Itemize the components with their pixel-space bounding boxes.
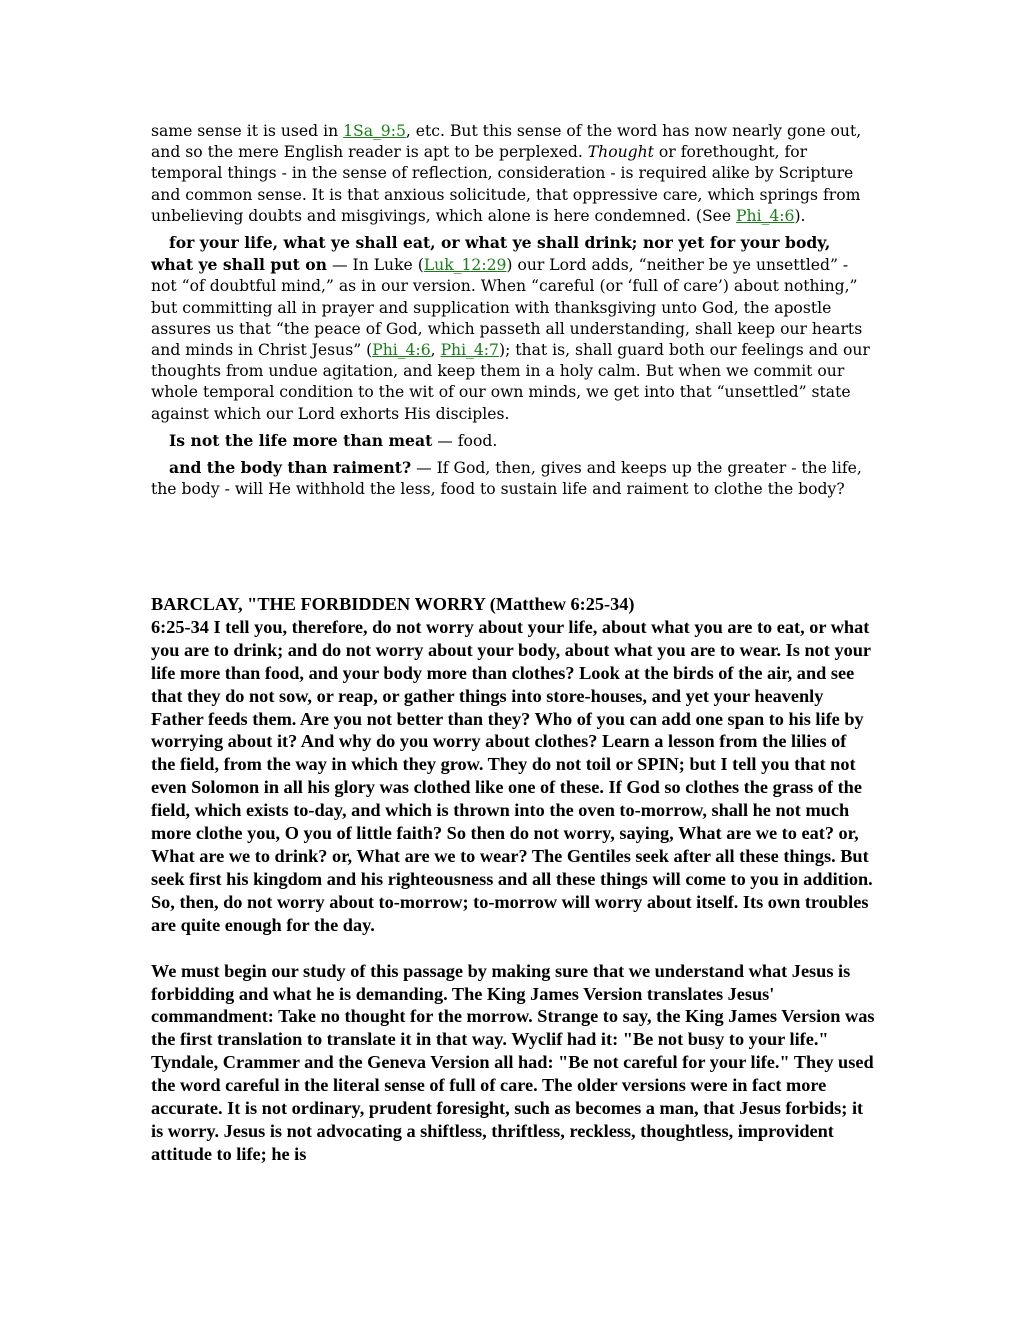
scripture-link-phi-4-6[interactable]: Phi_4:6 (372, 341, 431, 360)
barclay-heading: BARCLAY, "THE FORBIDDEN WORRY (Matthew 6:25-34) (151, 594, 635, 614)
text-run: same sense it is used in (151, 122, 344, 140)
commentary-paragraph-2 (151, 232, 875, 425)
scripture-link-phi-4-6[interactable]: Phi_4:6 (736, 206, 795, 225)
text-run: , etc. But this sense of the word has now nearly gone out, and so the mere English reader is apt to be perplexed. (151, 122, 862, 162)
verse-phrase: and the body than raiment? (169, 458, 412, 478)
verse-phrase: Is not the life more than meat (169, 430, 433, 450)
verse-phrase: for your life, what ye shall eat, or what ye shall drink; nor yet for your body, what ye shall put on (151, 233, 831, 275)
barclay-study-paragraph: We must begin our study of this passage by making sure that we understand what Jesus is forbidding and what he is demanding. The King James Version translates Jesus' commandment: Take no thought for the morrow. Strange to say, the King James Version was the first translation to translate it in that way. Wyclif had it: "Be not busy to your life." Tyndale, Crammer and the Geneva Version all had: "Be not careful for your life." They used the word careful in the literal sense of full of care. The older versions were in fact more accurate. It is not ordinary, prudent foresight, such as becomes a man, that Jesus forbids; it is worry. Jesus is not advocating a shiftless, thriftless, reckless, thoughtless, improvident attitude to life; he is (151, 960, 875, 1164)
text-run: — If God, then, gives and keeps up the greater - the life, the body - will He withhold the less, food to sustain life and raiment to clothe the body? (151, 459, 862, 499)
text-run: , (430, 341, 441, 360)
paragraph-gap (151, 937, 875, 960)
text-run: — In Luke ( (327, 256, 424, 275)
scripture-link-phi-4-7[interactable]: Phi_4:7 (440, 341, 499, 360)
commentary-section (151, 121, 875, 505)
text-run: ); that is, shall guard both our feelings and our thoughts from undue agitation, and keep them in a holy calm. But when we commit our whole temporal condition to the wit of our own minds, we get into that “unsettled” state against which our Lord exhorts His disciples. (151, 341, 870, 423)
commentary-paragraph-3 (151, 430, 875, 452)
text-run: ). (794, 206, 806, 225)
emphasis-thought: Thought (587, 143, 654, 162)
text-run: ) our Lord adds, “neither be ye unsettled” - not “of doubtful mind,” as in our version. When “careful (or ‘full of care’) about nothing,” but committing all in prayer and supplication with thanksgiving unto God, the apostle assures us that “the peace of God, which passeth all understanding, shall keep our hearts and minds in Christ Jesus” ( (151, 256, 863, 360)
scripture-link-1sa-9-5[interactable]: 1Sa_9:5 (343, 122, 406, 140)
barclay-passage: 6:25-34 I tell you, therefore, do not worry about your life, about what you are to eat, or what you are to drink; and do not worry about your body, about what you are to wear. Is not your life more than food, and your body more than clothes? Look at the birds of the air, and see that they do not sow, or reap, or gather things into store-houses, and yet your heavenly Father feeds them. Are you not better than they? Who of you can add one span to his life by worrying about it? And why do you worry about clothes? Learn a lesson from the lilies of the field, from the way in which they grow. They do not toil or SPIN; but I tell you that not even Solomon in all his glory was clothed like one of these. If God so clothes the grass of the field, which exists to-day, and which is thrown into the oven to-morrow, shall he not much more clothe you, O you of little faith? So then do not worry, saying, What are we to eat? or, What are we to drink? or, What are we to wear? The Gentiles seek after all these things. But seek first his kingdom and his righteousness and all these things will come to you in addition. So, then, do not worry about to-morrow; to-morrow will worry about itself. Its own troubles are quite enough for the day. (151, 616, 873, 935)
scripture-link-luk-12-29[interactable]: Luk_12:29 (423, 256, 507, 275)
commentary-paragraph-1 (151, 121, 875, 227)
text-run: — food. (432, 431, 498, 450)
commentary-paragraph-4 (151, 457, 875, 500)
barclay-section (151, 593, 875, 1166)
text-run: or forethought, for temporal things - in the sense of reflection, consideration - is required alike by Scripture and common sense. It is that anxious solicitude, that oppressive care, which springs from unbelieving doubts and misgivings, which alone is here condemned. (See (151, 143, 861, 225)
